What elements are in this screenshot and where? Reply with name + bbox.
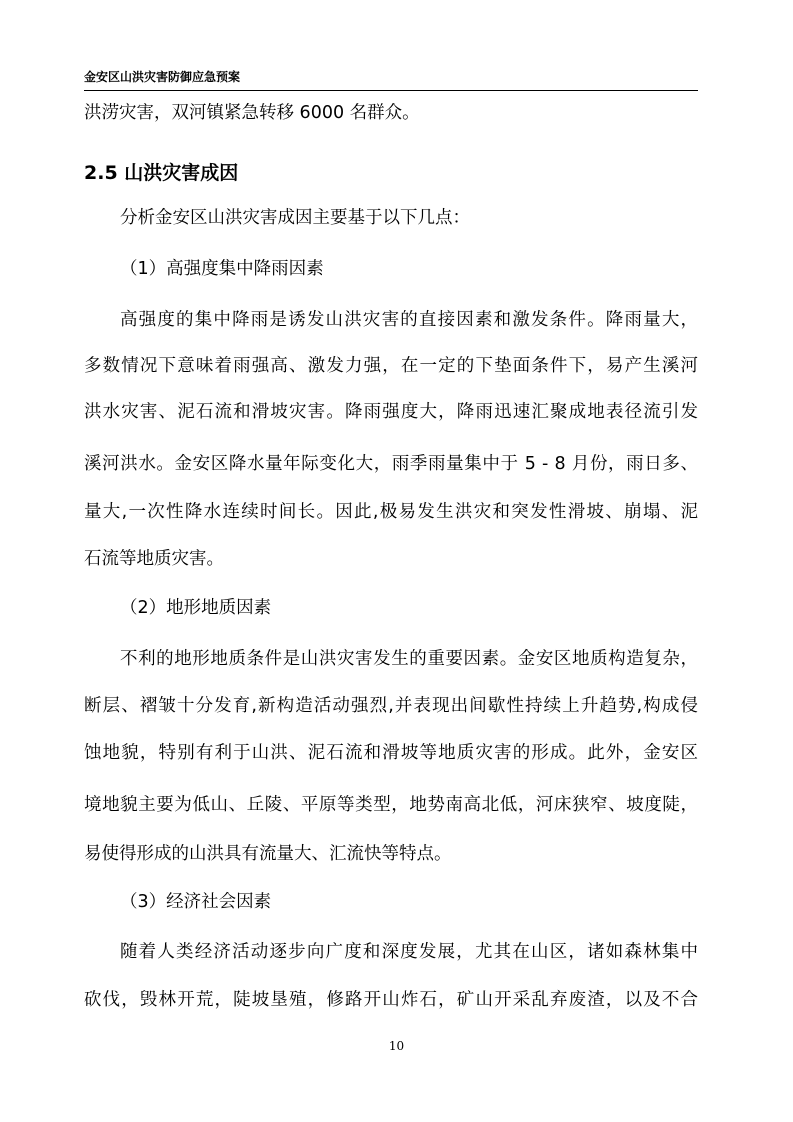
paragraph-line: 溪河洪水。金安区降水量年际变化大，雨季雨量集中于 5 - 8 月份，雨日多、 [84, 454, 698, 474]
paragraph-line: 量大,一次性降水连续时间长。因此,极易发生洪灾和突发性滑坡、崩塌、泥 [84, 502, 698, 522]
paragraph-line: 多数情况下意味着雨强高、激发力强，在一定的下垫面条件下，易产生溪河 [84, 356, 698, 376]
paragraph-line: 蚀地貌，特别有利于山洪、泥石流和滑坡等地质灾害的形成。此外，金安区 [84, 743, 698, 763]
paragraph-line: 断层、褶皱十分发育,新构造活动强烈,并表现出间歇性持续上升趋势,构成侵 [84, 696, 698, 716]
paragraph-line: 洪水灾害、泥石流和滑坡灾害。降雨强度大，降雨迅速汇聚成地表径流引发 [84, 402, 698, 422]
paragraph-line: 砍伐，毁林开荒，陡坡垦殖，修路开山炸石，矿山开采乱弃废渣，以及不合 [84, 990, 698, 1010]
page-number: 10 [388, 1039, 405, 1053]
paragraph-line: 境地貌主要为低山、丘陵、平原等类型，地势南高北低，河床狭窄、坡度陡， [84, 795, 698, 815]
paragraph-line: 易使得形成的山洪具有流量大、汇流快等特点。 [84, 844, 452, 864]
subheading: （1）高强度集中降雨因素 [120, 259, 324, 279]
paragraph-line: 洪涝灾害，双河镇紧急转移 6000 名群众。 [84, 103, 420, 123]
paragraph-line: 不利的地形地质条件是山洪灾害发生的重要因素。金安区地质构造复杂， [120, 649, 698, 669]
section-heading: 2.5 山洪灾害成因 [84, 162, 239, 184]
paragraph-line: 高强度的集中降雨是诱发山洪灾害的直接因素和激发条件。降雨量大， [120, 310, 698, 330]
header-rule [84, 90, 698, 91]
paragraph-line: 分析金安区山洪灾害成因主要基于以下几点： [120, 208, 470, 228]
subheading: （3）经济社会因素 [120, 892, 272, 912]
paragraph-line: 石流等地质灾害。 [84, 549, 224, 569]
paragraph-line: 随着人类经济活动逐步向广度和深度发展，尤其在山区，诸如森林集中 [120, 942, 698, 962]
running-header: 金安区山洪灾害防御应急预案 [84, 70, 241, 84]
subheading: （2）地形地质因素 [120, 598, 272, 618]
